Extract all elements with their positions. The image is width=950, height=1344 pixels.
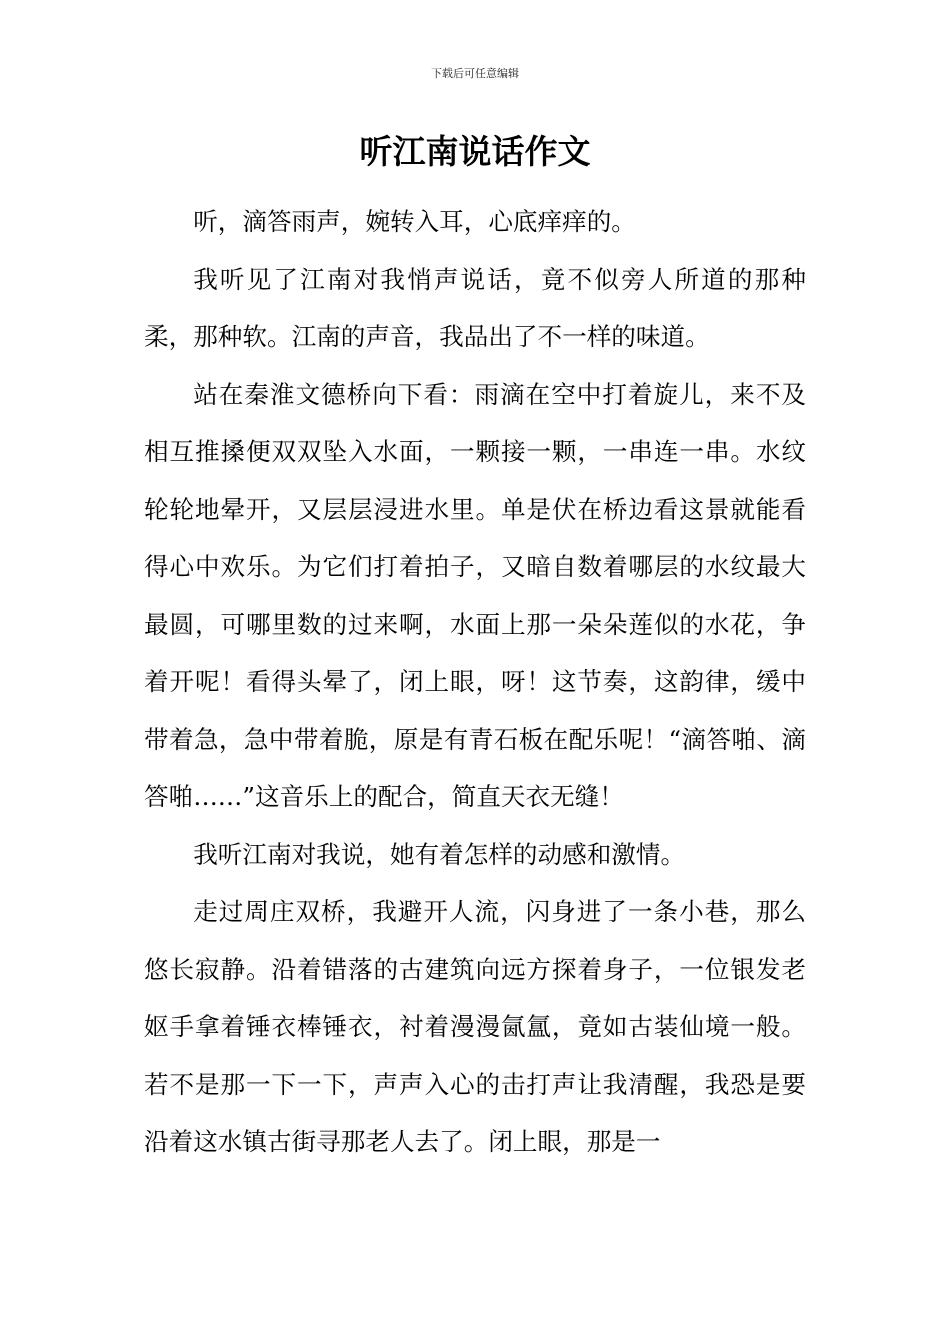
article-body	[144, 193, 806, 1171]
paragraph-2: 我听见了江南对我悄声说话，竟不似旁人所道的那种柔，那种软。江南的声音，我品出了不一样的味道。	[144, 264, 806, 351]
paragraph-1: 听，滴答雨声，婉转入耳，心底痒痒的。	[193, 207, 636, 236]
paragraph-3: 站在秦淮文德桥向下看：雨滴在空中打着旋儿，来不及相互推搡便双双坠入水面，一颗接一颗，一串连一串。水纹轮轮地晕开，又层层浸进水里。单是伏在桥边看这景就能看得心中欢乐。为它们打着拍子，又暗自数着哪层的水纹最大最圆，可哪里数的过来啊，水面上那一朵朵莲似的水花，争着开呢！看得头晕了，闭上眼，呀！这节奏，这韵律，缓中带着急，急中带着脆，原是有青石板在配乐呢！“滴答啪、滴答啪……”这音乐上的配合，简直天衣无缝！	[144, 379, 806, 811]
header-note: 下载后可任意编辑	[431, 67, 519, 80]
paragraph-5: 走过周庄双桥，我避开人流，闪身进了一条小巷，那么悠长寂静。沿着错落的古建筑向远方探着身子，一位银发老妪手拿着锤衣棒锤衣，衬着漫漫氤氲，竟如古装仙境一般。若不是那一下一下，声声入心的击打声让我清醒，我恐是要沿着这水镇古街寻那老人去了。闭上眼，那是一	[144, 897, 806, 1156]
paragraph-4: 我听江南对我说，她有着怎样的动感和激情。	[193, 839, 686, 869]
page-title: 听江南说话作文	[359, 132, 591, 171]
